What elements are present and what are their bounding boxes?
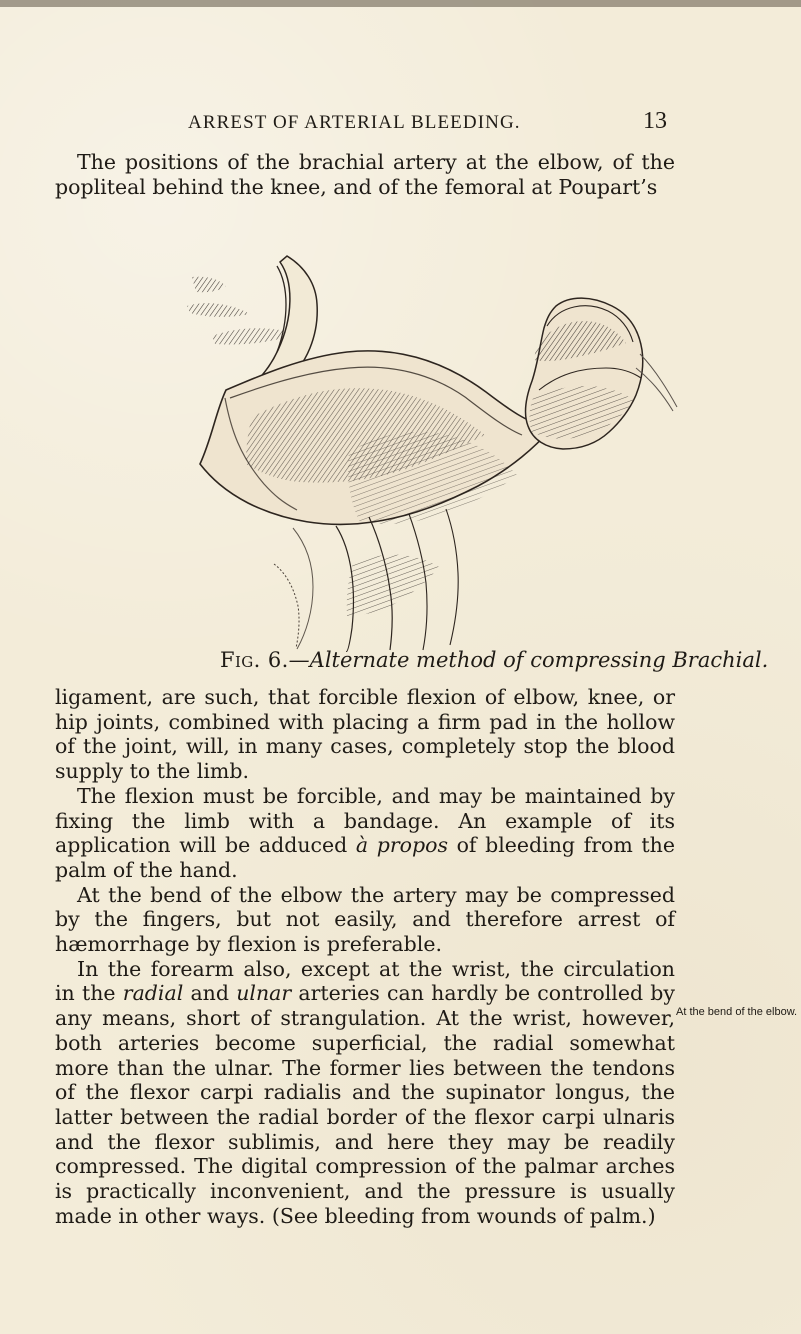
- paragraph-2-italic: à propos: [355, 833, 448, 858]
- bandage-line-4: [446, 509, 458, 645]
- figure-caption: [220, 648, 768, 672]
- paragraph-4-part3: arteries can hardly be controlled by any means, short of strangulation. At the wrist, however, both arteries become superficial, the radial somewhat more than the ulnar. The former lies between the tendons of the flexor carpi radialis and the supinator longus, the latter between the radial border of the flexor carpi ulnaris and the flexor sublimis, and here they may be readily compressed. The digital compression of the palmar arches is practically inconvenient, and the pressure is usually made in other ways. (See bleeding from wounds of palm.): [55, 981, 675, 1228]
- figure-illustration: [182, 202, 717, 652]
- margin-note: At the bend of the elbow.: [676, 1006, 798, 1018]
- figure-title: —Alternate method of compressing Brachial.: [288, 648, 769, 672]
- figure-label: Fig. 6.: [220, 648, 289, 672]
- lower-shading: [347, 555, 439, 616]
- dotted-guide: [274, 564, 299, 648]
- elbow-compression-illustration: [182, 202, 717, 652]
- paragraph-4: [55, 957, 675, 1229]
- paragraph-2: [55, 784, 675, 883]
- hand-shadow: [529, 386, 634, 439]
- intro-text-block: [55, 150, 675, 199]
- limb-contour: [293, 528, 313, 649]
- paragraph-3: At the bend of the elbow the artery may be compressed by the fingers, but not easily, and therefore arrest of hæmorrhage by flexion is preferable.: [55, 882, 675, 957]
- intro-paragraph: The positions of the brachial artery at the elbow, of the popliteal behind the knee, and of the femoral at Poupart’s: [55, 150, 675, 199]
- paragraph-2-suffix: of bleeding from the palm of the hand.: [55, 833, 675, 882]
- hand-detail-2: [187, 303, 250, 317]
- hand-detail-1: [192, 277, 226, 292]
- paragraph-2-prefix: The flexion must be forcible, and may be maintained by fixing the limb with a bandage. An example of its application will be adduced: [55, 783, 675, 858]
- paragraph-4-italic2: ulnar: [236, 981, 292, 1006]
- page-number: 13: [643, 108, 667, 134]
- paragraph-4-part1: In the forearm also, except at the wrist, the circulation in the: [55, 956, 675, 1006]
- body-text-block: [55, 685, 675, 1228]
- running-head: ARREST OF ARTERIAL BLEEDING.: [188, 112, 521, 133]
- extension-line: [640, 354, 677, 407]
- paragraph-4-italic1: radial: [122, 981, 184, 1006]
- paragraph-1: ligament, are such, that forcible flexion of elbow, knee, or hip joints, combined with placing a firm pad in the hollow of the joint, will, in many cases, completely stop the blood supply to the limb.: [55, 685, 675, 784]
- paragraph-4-part2: and: [183, 981, 237, 1006]
- top-edge-shadow: [0, 0, 801, 7]
